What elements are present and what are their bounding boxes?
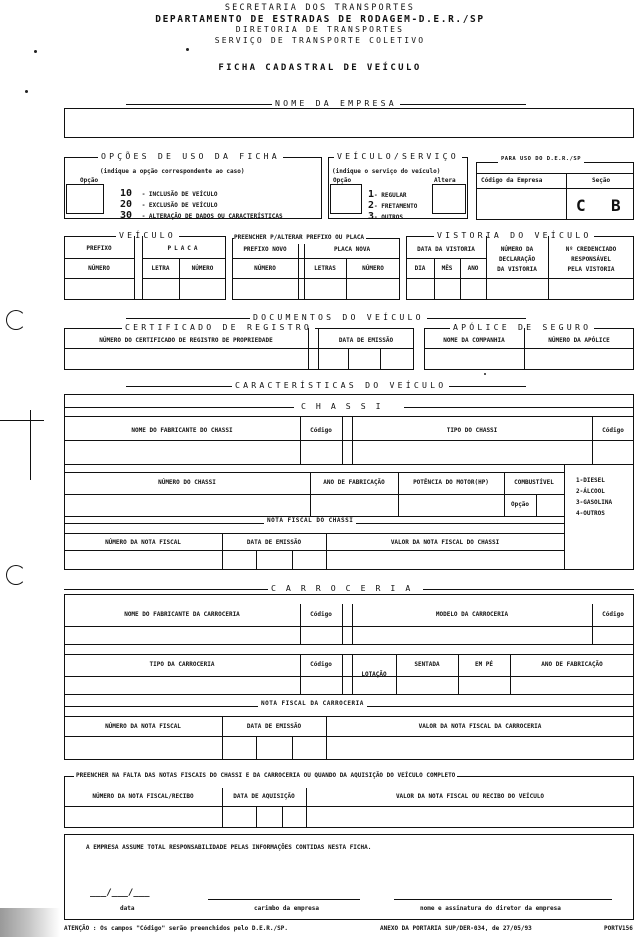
vistoria-ano: ANO	[467, 265, 479, 272]
veiculo-numero: NÚMERO	[88, 265, 110, 272]
fold-mark	[0, 420, 44, 421]
vistoria-dia: DIA	[414, 265, 426, 272]
nf-chassi-numero: NÚMERO DA NOTA FISCAL	[105, 539, 181, 546]
nome-fab-carroceria: NOME DO FABRICANTE DA CARROCERIA	[124, 611, 240, 618]
prefixo-novo-numero: NÚMERO	[254, 265, 276, 272]
smudge	[484, 373, 486, 375]
num-chassi: NÚMERO DO CHASSI	[158, 479, 216, 486]
chassi-codigo: Código	[310, 427, 332, 434]
carroceria-codigo: Código	[310, 611, 332, 618]
veiculo-servico-altera-field[interactable]	[432, 184, 466, 214]
modelo-carroceria: MODELO DA CARROCERIA	[435, 611, 509, 618]
tipo-carroceria-codigo: Código	[310, 661, 332, 668]
nf-carroceria-valor: VALOR DA NOTA FISCAL DA CARROCERIA	[418, 723, 542, 730]
uso-der-secao: Seção	[592, 177, 611, 184]
veiculo-prefixo: PREFIXO	[86, 245, 112, 252]
fold-mark	[30, 410, 31, 480]
servico-1: 1- REGULAR	[368, 189, 407, 200]
nf-chassi-data-emissao: DATA DE EMISSÃO	[246, 539, 302, 546]
veiculo-servico-title: VEÍCULO/SERVIÇO	[334, 152, 462, 160]
placa-nova-numero: NÚMERO	[362, 265, 384, 272]
header-diretoria: DIRETORIA DE TRANSPORTES	[235, 25, 405, 34]
documentos-title: DOCUMENTOS DO VEÍCULO	[250, 313, 427, 321]
veiculo-title: VEÍCULO	[116, 231, 179, 239]
apolice-box	[424, 328, 634, 370]
valor-nf-recibo: VALOR DA NOTA FISCAL OU RECIBO DO VEÍCULO	[395, 793, 545, 800]
header-servico: SERVIÇO DE TRANSPORTE COLETIVO	[214, 36, 426, 45]
num-declaracao-2: DECLARAÇÃO	[498, 256, 536, 263]
vistoria-mes: MÊS	[441, 265, 453, 272]
date-label: data	[120, 905, 135, 912]
assinatura-line[interactable]	[394, 899, 612, 900]
hole-punch-icon	[6, 565, 26, 585]
smudge	[25, 90, 28, 93]
header-departamento: DEPARTAMENTO DE ESTRADAS DE RODAGEM-D.E.R./SP	[155, 14, 485, 25]
certificado-box	[64, 328, 414, 370]
declaracao-text: A EMPRESA ASSUME TOTAL RESPONSABILIDADE PELAS INFORMAÇÕES CONTIDAS NESTA FICHA.	[86, 844, 372, 851]
caracteristicas-title: CARACTERÍSTICAS DO VEÍCULO	[232, 381, 449, 389]
header-secretaria: SECRETARIA DOS TRANSPORTES	[224, 3, 416, 13]
lotacao: LOTAÇÃO	[361, 671, 387, 678]
footer-anexo: ANEXO DA PORTARIA SUP/DER-034, de 27/05/93	[380, 925, 532, 932]
nf-chassi-title: NOTA FISCAL DO CHASSI	[264, 518, 356, 524]
prefixo-novo: PREFIXO NOVO	[243, 246, 287, 253]
ano-fabricacao-chassi: ANO DE FABRICAÇÃO	[323, 479, 385, 486]
comb-alcool: 2-ÁLCOOL	[576, 488, 605, 495]
tipo-carroceria: TIPO DA CARROCERIA	[149, 661, 215, 668]
opcoes-title: OPÇÕES DE USO DA FICHA	[98, 152, 283, 160]
credenciado-2: RESPONSÁVEL	[571, 256, 611, 263]
tipo-chassi: TIPO DO CHASSI	[446, 427, 498, 434]
apolice-title: APÓLICE DE SEGURO	[450, 323, 594, 331]
preencher-falta-title: PREENCHER NA FALTA DAS NOTAS FISCAIS DO CHASSI E DA CARROCERIA OU QUANDO DA AQUISIÇÃO DO VEÍCULO COMPLETO	[76, 772, 456, 779]
hole-punch-icon	[6, 310, 26, 330]
opcoes-hint: (indique a opção correspondente ao caso)	[100, 168, 245, 175]
num-certificado: NÚMERO DO CERTIFICADO DE REGISTRO DE PROPRIEDADE	[99, 337, 273, 344]
carroceria-title: CARROCERIA	[268, 584, 423, 592]
assinatura-label: nome e assinatura do diretor da empresa	[420, 905, 561, 912]
opcao-10: 10 - INCLUSÃO DE VEÍCULO	[120, 188, 218, 199]
nf-carroceria-title: NOTA FISCAL DA CARROCERIA	[258, 701, 367, 707]
placa-nova-letras: LETRAS	[314, 265, 336, 272]
nf-chassi-valor: VALOR DA NOTA FISCAL DO CHASSI	[390, 539, 500, 546]
form-title: FICHA CADASTRAL DE VEÍCULO	[218, 63, 422, 73]
nf-carroceria-data-emissao: DATA DE EMISSÃO	[246, 723, 302, 730]
chassi-title: CHASSI	[298, 402, 394, 410]
opcao-30: 30 - ALTERAÇÃO DE DADOS OU CARACTERÍSTICAS	[120, 210, 283, 221]
vistoria-title: VISTORIA DO VEÍCULO	[434, 231, 594, 239]
date-slots[interactable]: ___/___/___	[90, 888, 150, 898]
combustivel: COMBUSTÍVEL	[514, 479, 554, 486]
carimbo-line[interactable]	[208, 899, 360, 900]
num-apolice: NÚMERO DA APÓLICE	[548, 337, 610, 344]
uso-der-codigo-empresa: Código da Empresa	[481, 177, 543, 184]
veiculo-numero-placa: NÚMERO	[191, 265, 214, 272]
preencher-alterar-title: PREENCHER P/ALTERAR PREFIXO OU PLACA	[234, 234, 365, 241]
nome-fab-chassi: NOME DO FABRICANTE DO CHASSI	[131, 427, 233, 434]
veiculo-servico-hint: (indique o serviço do veículo)	[332, 168, 441, 175]
veiculo-letra: LETRA	[151, 265, 170, 272]
certificado-title: CERTIFICADO DE REGISTRO	[122, 323, 315, 331]
veiculo-servico-altera-label: Altera	[434, 177, 456, 184]
smudge	[34, 50, 37, 53]
opcao-20: 20 - EXCLUSÃO DE VEÍCULO	[120, 199, 218, 210]
vistoria-data: DATA DA VISTORIA	[417, 246, 475, 253]
veiculo-placa: PLACA	[167, 245, 201, 252]
lotacao-em-pe: EM PÉ	[474, 661, 494, 668]
opcoes-opcao-label: Opção	[80, 177, 99, 184]
veiculo-servico-opcao-label: Opção	[333, 177, 352, 184]
modelo-carroceria-codigo: Código	[602, 611, 624, 618]
credenciado-3: PELA VISTORIA	[567, 266, 615, 273]
footer-code: PORTV156	[604, 925, 633, 932]
comb-gasolina: 3-GASOLINA	[576, 499, 613, 506]
potencia-motor: POTÊNCIA DO MOTOR(HP)	[413, 479, 489, 486]
num-nf-recibo: NÚMERO DA NOTA FISCAL/RECIBO	[92, 793, 194, 800]
opcoes-opcao-field[interactable]	[66, 184, 104, 214]
uso-der-title: PARA USO DO D.E.R./SP	[498, 157, 584, 163]
num-declaracao-1: NÚMERO DA	[500, 246, 534, 253]
nome-companhia: NOME DA COMPANHIA	[443, 337, 505, 344]
credenciado-1: Nº CREDENCIADO	[565, 246, 617, 253]
secao-c: C	[576, 196, 586, 215]
certificado-data-emissao: DATA DE EMISSÃO	[338, 337, 394, 344]
servico-3: 3- OUTROS	[368, 211, 403, 222]
placa-nova: PLACA NOVA	[333, 246, 371, 253]
nf-carroceria-numero: NÚMERO DA NOTA FISCAL	[105, 723, 181, 730]
veiculo-servico-opcao-field[interactable]	[330, 184, 362, 214]
num-declaracao-3: DA VISTORIA	[497, 266, 537, 273]
nome-empresa-label: NOME DA EMPRESA	[272, 99, 400, 107]
nome-empresa-field[interactable]	[64, 108, 634, 138]
smudge	[186, 48, 189, 51]
comb-diesel: 1-DIESEL	[576, 477, 605, 484]
combustivel-opcao: Opção	[510, 501, 530, 508]
footer-atencao: ATENÇÃO : Os campos "Código" serão preenchidos pelo D.E.R./SP.	[64, 925, 288, 932]
lotacao-sentada: SENTADA	[414, 661, 440, 668]
data-aquisicao: DATA DE AQUISIÇÃO	[233, 793, 295, 800]
carimbo-label: carimbo da empresa	[254, 905, 320, 912]
ano-fabricacao-carroceria: ANO DE FABRICAÇÃO	[541, 661, 603, 668]
tipo-chassi-codigo: Código	[602, 427, 624, 434]
preencher-falta-box	[64, 776, 634, 828]
comb-outros: 4-OUTROS	[576, 510, 605, 517]
scan-shadow	[0, 908, 60, 937]
secao-b: B	[611, 196, 621, 215]
servico-2: 2- FRETAMENTO	[368, 200, 418, 211]
